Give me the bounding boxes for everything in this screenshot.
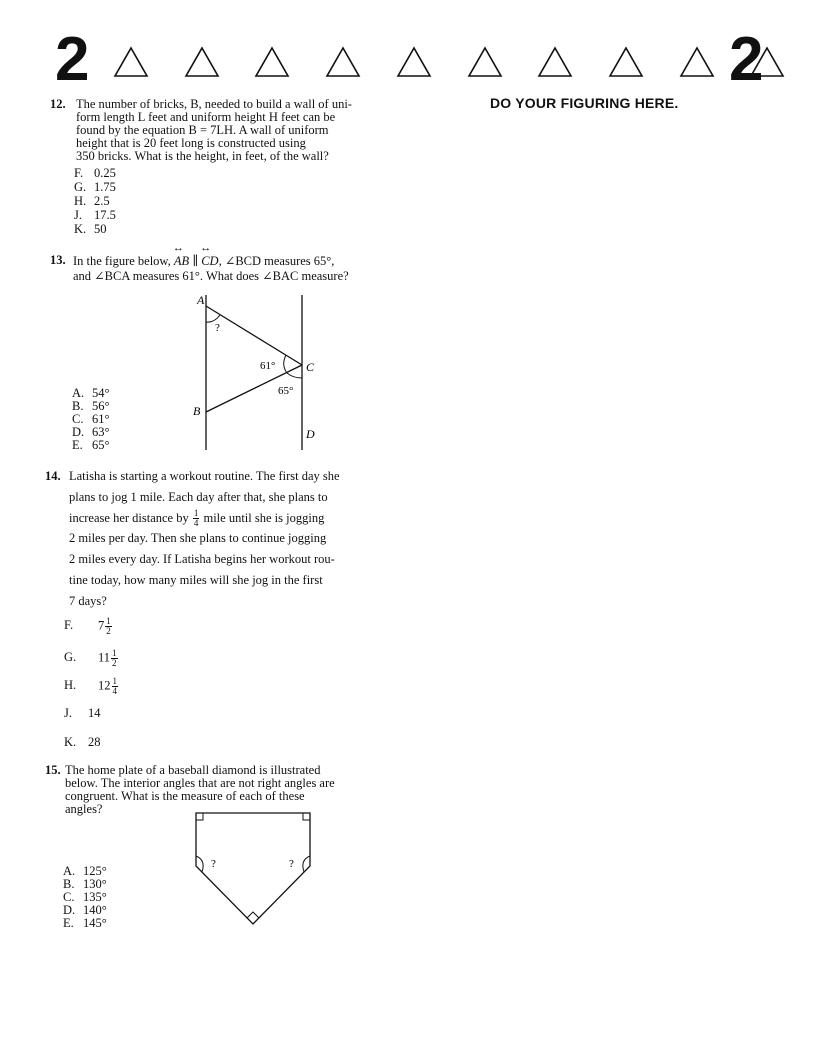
answer-choice-g[interactable]: G. 1.75 [74,180,116,194]
answer-choice-c[interactable]: C. 135° [63,890,107,904]
question-line: form length L feet and uniform height H feet can be [76,110,336,124]
question-text [76,98,352,163]
triangle-icon [325,46,361,78]
line-ab: ↔ AB [172,242,190,268]
answer-choice-f[interactable]: F. 7 $\frac{1}{2}$ [64,616,111,636]
triangle-icon [608,46,644,78]
answer-choice-e[interactable]: E. 145° [63,916,107,930]
question-number: 12. [50,97,66,111]
triangle-icon [537,46,573,78]
angle-c-arc [284,355,287,373]
line-cd: ↔ CD [200,242,219,268]
answer-choice-f[interactable]: F. 0.25 [74,166,116,180]
angle-65-label: 65° [278,385,294,397]
question-text: In the figure below, ↔ AB ∥ ↔ CD, ∠BCD measures 65°, and ∠BCA measures 61°. What does ∠BAC measure? [73,242,349,283]
angle-61-label: 61° [260,360,276,372]
question-line: The number of bricks, B, needed to build a wall of uni- [76,97,352,111]
answer-choice-e[interactable]: E. 65° [72,438,110,452]
angle-left-label: ? [211,858,216,870]
triangle-icon [679,46,715,78]
question-number: 13. [50,253,66,267]
angle-right-label: ? [289,858,294,870]
right-angle-mark [247,912,259,918]
right-angle-mark [196,813,203,820]
question-number: 14. [45,469,61,483]
answer-choice-a[interactable]: A. 54° [72,386,110,400]
home-plate-figure [190,808,320,930]
figuring-label: DO YOUR FIGURING HERE. [490,95,679,111]
label-b: B [193,404,201,418]
label-a: A [197,293,205,307]
triangle-icon [396,46,432,78]
answer-choice-d[interactable]: D. 63° [72,425,110,439]
question-text: Latisha is starting a workout routine. The first day she plans to jog 1 mile. Each day after that, she plans to increase her distance by $\frac{1}{4}$ mile until she is jogging 2 miles per day. Then she plans to continue jogging 2 miles every day. If Latisha begins her workout rou- tine today, how many miles will she jog in the first 7 days? [69,469,340,608]
fraction: $\frac{1}{4}$ [193,508,199,529]
answer-choice-c[interactable]: C. 61° [72,412,110,426]
answer-choice-j[interactable]: J. 17.5 [74,208,116,222]
question-line: height that is 20 feet long is constructed using [76,136,306,150]
question-text: The home plate of a baseball diamond is illustrated below. The interior angles that are not right angles are congruent. What is the measure of each of these angles? [65,763,335,816]
answer-choice-b[interactable]: B. 56° [72,399,110,413]
parallel-symbol: ∥ [192,254,199,268]
answer-choice-d[interactable]: D. 140° [63,903,107,917]
answer-choice-k[interactable]: K. 28 [64,735,101,749]
label-d: D [306,427,315,441]
answer-choice-g[interactable]: G. 11 $\frac{1}{2}$ [64,648,117,668]
answer-choice-b[interactable]: B. 130° [63,877,107,891]
angle-bcd-arc [287,373,302,378]
double-arrow-icon: ↔ [172,242,184,254]
double-arrow-icon: ↔ [200,242,212,254]
answer-choice-a[interactable]: A. 125° [63,864,107,878]
label-c: C [306,360,315,374]
page-number-right: 2 [729,25,764,94]
right-angle-mark [303,813,310,820]
answer-choice-j[interactable]: J. 14 [64,706,101,720]
answer-choice-h[interactable]: H. 12 $\frac{1}{4}$ [64,676,117,696]
triangle-icon [184,46,220,78]
segment-ac [206,306,302,365]
answer-choice-h[interactable]: H. 2.5 [74,194,110,208]
answer-choice-k[interactable]: K. 50 [74,222,107,236]
question-line: found by the equation B = 7LH. A wall of uniform [76,123,329,137]
angle-a-label: ? [215,322,220,334]
triangle-icon [113,46,149,78]
page-header [0,25,813,98]
page-number-left: 2 [55,25,90,94]
triangle-icon [254,46,290,78]
parallel-lines-figure [190,290,330,455]
question-number: 15. [45,763,61,777]
triangle-icon [467,46,503,78]
question-line: 350 bricks. What is the height, in feet, of the wall? [76,149,329,163]
